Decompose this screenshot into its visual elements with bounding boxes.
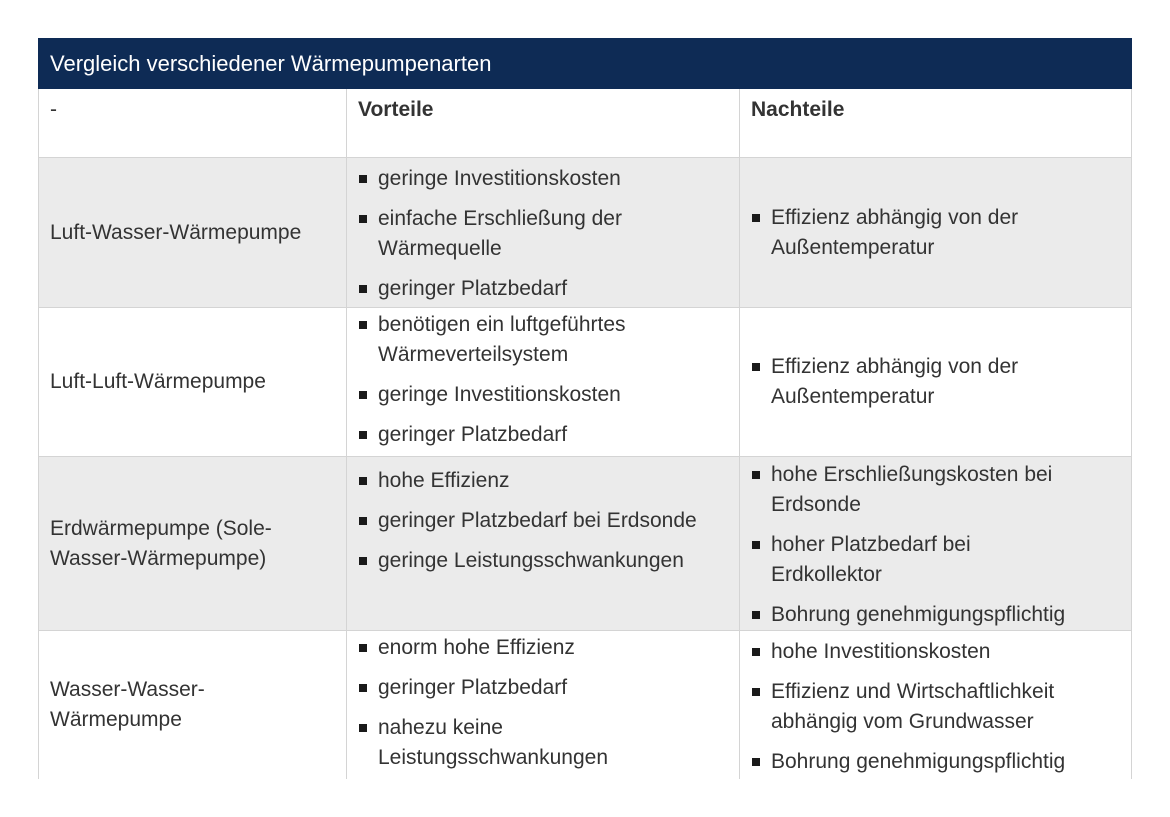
bullet-square-icon — [359, 175, 367, 183]
list-item-text: hoher Platzbedarf bei Erdkollektor — [771, 533, 971, 586]
list-item — [359, 310, 735, 370]
list-item — [359, 546, 735, 576]
cons-list — [752, 203, 1127, 263]
pros-cell — [346, 158, 739, 307]
list-item-text: Bohrung genehmigungspflichtig — [771, 603, 1066, 626]
cons-cell — [739, 457, 1131, 630]
bullet-square-icon — [752, 688, 760, 696]
list-item-text: nahezu keine Leistungsschwankungen — [378, 716, 608, 769]
table-title: Vergleich verschiedener Wärmepumpenarten — [38, 38, 1132, 89]
bullet-square-icon — [752, 541, 760, 549]
bullet-square-icon — [359, 644, 367, 652]
bullet-square-icon — [752, 363, 760, 371]
list-item — [359, 506, 735, 536]
cons-list — [752, 460, 1121, 630]
list-item-text: hohe Effizienz — [378, 469, 510, 492]
list-item — [359, 633, 735, 663]
list-item-text: Effizienz abhängig von der Außentemperatur — [771, 355, 1019, 408]
cons-cell — [739, 158, 1131, 307]
header-cons-label: Nachteile — [751, 98, 845, 121]
bullet-square-icon — [359, 215, 367, 223]
header-type-label: - — [50, 98, 57, 121]
bullet-square-icon — [359, 431, 367, 439]
bullet-square-icon — [359, 557, 367, 565]
list-item — [359, 274, 735, 304]
bullet-square-icon — [359, 477, 367, 485]
cons-cell — [739, 631, 1131, 779]
list-item — [359, 164, 735, 194]
bullet-square-icon — [752, 471, 760, 479]
header-pros-label: Vorteile — [358, 98, 434, 121]
row-name: Erdwärmepumpe (Sole-Wasser-Wärmepumpe) — [50, 516, 272, 570]
bullet-square-icon — [752, 214, 760, 222]
list-item — [752, 677, 1127, 737]
list-item-text: geringer Platzbedarf — [378, 676, 568, 699]
list-item — [359, 420, 735, 450]
table-row — [39, 157, 1131, 307]
header-cell-cons — [739, 89, 1131, 157]
bullet-square-icon — [752, 611, 760, 619]
bullet-square-icon — [359, 321, 367, 329]
bullet-square-icon — [359, 684, 367, 692]
pros-cell — [346, 631, 739, 779]
list-item-text: benötigen ein luftgeführtes Wärmeverteilsystem — [378, 313, 626, 366]
bullet-square-icon — [359, 391, 367, 399]
table-row — [39, 307, 1131, 456]
row-name: Luft-Wasser-Wärmepumpe — [50, 220, 302, 244]
bullet-square-icon — [359, 724, 367, 732]
row-name-cell — [39, 308, 346, 456]
list-item-text: hohe Investitionskosten — [771, 640, 991, 663]
list-item-text: geringe Leistungsschwankungen — [378, 549, 684, 572]
pros-cell — [346, 457, 739, 630]
pros-list — [359, 164, 735, 304]
table-header-row — [39, 89, 1131, 157]
list-item — [752, 747, 1127, 777]
list-item — [359, 380, 735, 410]
cons-cell — [739, 308, 1131, 456]
pros-list — [359, 633, 735, 773]
list-item — [752, 530, 1121, 590]
header-cell-pros — [346, 89, 739, 157]
list-item-text: geringer Platzbedarf bei Erdsonde — [378, 509, 697, 532]
list-item — [752, 203, 1127, 263]
row-name: Wasser-Wasser-Wärmepumpe — [50, 678, 205, 731]
row-name: Luft-Luft-Wärmepumpe — [50, 370, 266, 393]
bullet-square-icon — [359, 517, 367, 525]
row-name-cell — [39, 158, 346, 307]
pros-list — [359, 310, 735, 450]
table-row — [39, 456, 1131, 630]
comparison-table — [38, 38, 1132, 779]
pros-list — [359, 466, 735, 576]
bullet-square-icon — [359, 285, 367, 293]
pros-cell — [346, 308, 739, 456]
list-item — [752, 460, 1121, 520]
list-item-text: einfache Erschließung der Wärmequelle — [378, 207, 622, 260]
list-item-text: Bohrung genehmigungspflichtig — [771, 750, 1066, 773]
row-name-cell — [39, 457, 346, 630]
cons-list — [752, 352, 1127, 412]
list-item-text: Effizienz und Wirtschaftlichkeit abhängig vom Grundwasser — [771, 680, 1055, 733]
list-item-text: enorm hohe Effizienz — [378, 636, 575, 659]
bullet-square-icon — [752, 648, 760, 656]
list-item — [752, 352, 1127, 412]
list-item — [752, 600, 1121, 630]
list-item — [359, 466, 735, 496]
list-item-text: Effizienz abhängig von der Außentemperatur — [771, 205, 1019, 259]
list-item-text: geringer Platzbedarf — [378, 277, 568, 300]
list-item-text: geringe Investitionskosten — [378, 383, 621, 406]
list-item — [359, 673, 735, 703]
header-cell-type — [39, 89, 346, 157]
list-item-text: geringe Investitionskosten — [378, 167, 621, 190]
list-item-text: hohe Erschließungskosten bei Erdsonde — [771, 463, 1053, 516]
bullet-square-icon — [752, 758, 760, 766]
row-name-cell — [39, 631, 346, 779]
list-item — [359, 204, 735, 264]
list-item-text: geringer Platzbedarf — [378, 423, 568, 446]
list-item — [752, 637, 1127, 667]
list-item — [359, 713, 735, 773]
table-row — [39, 630, 1131, 779]
cons-list — [752, 637, 1127, 777]
